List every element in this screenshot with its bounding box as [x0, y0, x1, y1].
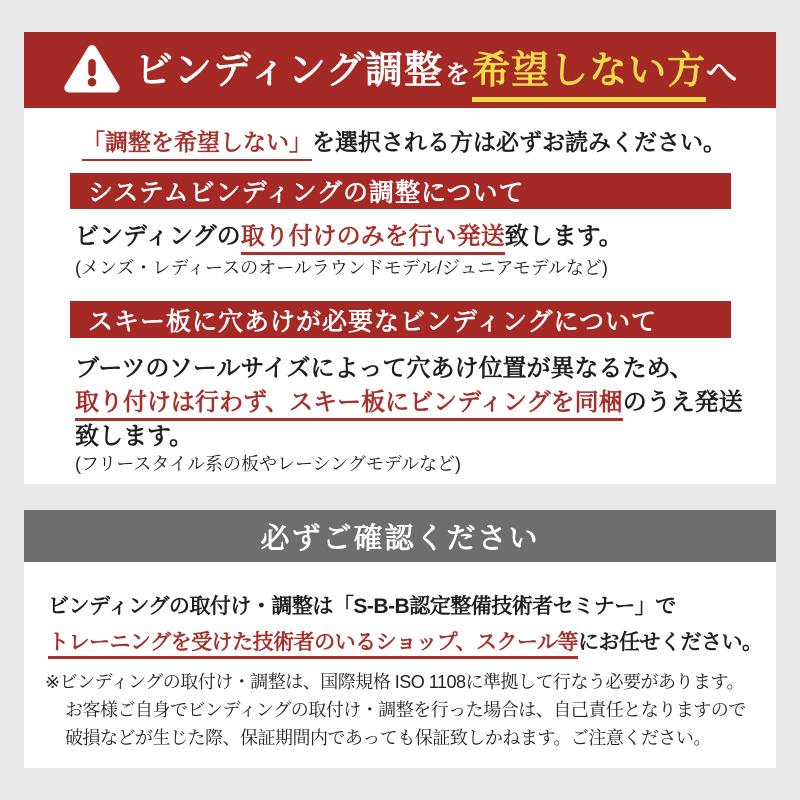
warning-banner [24, 32, 776, 108]
banner-title [135, 39, 737, 102]
intro-highlight: 「調整を希望しない」 [82, 129, 312, 161]
section2-body-line3: 致します。 [75, 423, 194, 450]
section2-text-accent: 取り付けは行わず、スキー板にビンディングを同梱 [75, 389, 623, 421]
banner-title-main: ビンディング調整 [134, 49, 444, 92]
section1-text-accent: 取り付けのみを行い発送 [241, 223, 505, 255]
banner-title-particle: を [445, 60, 471, 89]
section2-body-line2 [75, 382, 743, 417]
warning-card [24, 32, 776, 484]
confirmation-line2 [48, 626, 763, 656]
confirmation-line2-post: にお任せください。 [578, 631, 763, 654]
fineprint-line3: 破損などが生じた際、保証期間内であっても保証致しかねます。ご注意ください。 [65, 728, 711, 748]
confirmation-line2-accent: トレーニングを受けた技術者のいるショップ、スクール等 [48, 631, 578, 659]
warning-triangle-icon [63, 44, 121, 96]
confirmation-card [24, 510, 776, 768]
banner-title-suffix: へ [706, 54, 738, 90]
banner-title-highlight: 希望しない方 [472, 39, 706, 102]
section2-note: (フリースタイル系の板やレーシングモデルなど) [75, 454, 461, 474]
confirmation-line1: ビンディングの取付け・調整は「S-B-B認定整備技術者セミナー」で [48, 595, 676, 618]
fineprint-line1: ※ビンディングの取付け・調整は、国際規格 ISO 1108に準拠して行なう必要があります。 [45, 672, 745, 692]
section-heading-drilling-required: スキー板に穴あけが必要なビンディングについて [70, 301, 731, 338]
confirmation-heading: 必ずご確認ください [24, 510, 776, 562]
section1-text-pre: ビンディングの [75, 223, 241, 250]
intro-line [82, 124, 726, 157]
fineprint-line2: お客様ご自身でビンディングの取付け・調整を行った場合は、自己責任となりますので [65, 700, 746, 720]
section2-body-line1: ブーツのソールサイズによって穴あけ位置が異なるため、 [75, 355, 694, 382]
section1-text-post: 致します。 [504, 223, 623, 250]
section1-body-line [75, 216, 623, 251]
intro-rest: を選択される方は必ずお読みください。 [312, 129, 726, 155]
section2-text-post: のうえ発送 [622, 389, 743, 416]
section1-note: (メンズ・レディースのオールラウンドモデル/ジュニアモデルなど) [75, 258, 608, 278]
section-heading-system-binding: システムビンディングの調整について [70, 173, 731, 209]
